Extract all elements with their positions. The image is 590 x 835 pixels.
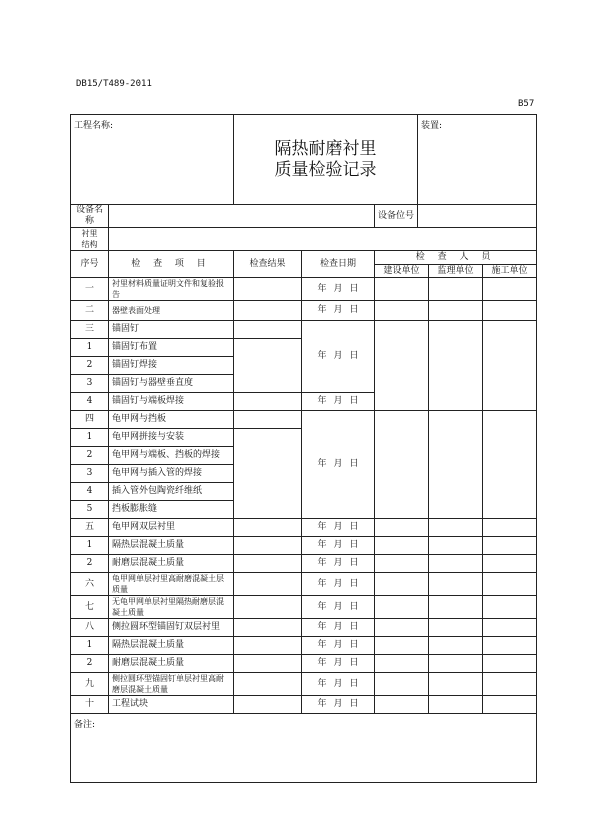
- date-day-label: 日: [349, 351, 359, 361]
- row-number: 九: [71, 673, 109, 696]
- supervisor-signature-field[interactable]: [429, 655, 483, 673]
- row-number: 六: [71, 573, 109, 596]
- builder-signature-field[interactable]: [375, 655, 429, 673]
- date-year-label: 年: [317, 305, 327, 315]
- table-row: [71, 596, 537, 619]
- row-item: 插入管外包陶瓷纤维纸: [109, 483, 234, 501]
- row-number: 五: [71, 519, 109, 537]
- row-item: 锚固钉与器壁垂直度: [109, 375, 234, 393]
- date-year-label: 年: [317, 658, 327, 668]
- contractor-signature-field[interactable]: [483, 278, 537, 301]
- header-date: 检查日期: [302, 251, 375, 278]
- date-year-label: 年: [317, 678, 327, 689]
- form-title-line-1: 隔热耐磨衬里: [274, 138, 377, 159]
- date-month-label: 月: [333, 578, 343, 589]
- builder-signature-field[interactable]: [375, 673, 429, 696]
- date-field[interactable]: [302, 655, 375, 673]
- header-item: 检 查 项 目: [109, 251, 234, 278]
- table-row: [71, 278, 537, 301]
- remarks-label: 备注:: [74, 720, 96, 730]
- date-field[interactable]: [302, 278, 375, 301]
- builder-signature-field[interactable]: [375, 637, 429, 655]
- row-number: 4: [71, 393, 109, 411]
- supervisor-signature-field[interactable]: [429, 321, 483, 411]
- row-item: 龟甲网与插入管的焊接: [109, 465, 234, 483]
- date-year-label: 年: [317, 622, 327, 632]
- contractor-signature-field[interactable]: [483, 619, 537, 637]
- row-number: 3: [71, 375, 109, 393]
- builder-signature-field[interactable]: [375, 573, 429, 596]
- row-number: 四: [71, 411, 109, 429]
- row-item: 锚固钉焊接: [109, 357, 234, 375]
- row-item: 龟甲网与挡板: [109, 411, 234, 429]
- row-item: 龟甲网与端板、挡板的焊接: [109, 447, 234, 465]
- row-item: 衬里材料质量证明文件和复验报告: [109, 278, 234, 301]
- row-number: 八: [71, 619, 109, 637]
- table-row: [71, 411, 537, 429]
- row-number: 三: [71, 321, 109, 339]
- row-item: 锚固钉布置: [109, 339, 234, 357]
- row-number: 一: [71, 278, 109, 301]
- row-number: 1: [71, 339, 109, 357]
- date-day-label: 日: [349, 699, 359, 709]
- date-day-label: 日: [349, 658, 359, 668]
- supervisor-signature-field[interactable]: [429, 596, 483, 619]
- date-day-label: 日: [349, 678, 359, 689]
- row-item: 隔热层混凝土质量: [109, 537, 234, 555]
- row-item: 无龟甲网单层衬里隔热耐磨层混凝土质量: [109, 596, 234, 619]
- result-field[interactable]: [234, 573, 302, 596]
- contractor-signature-field[interactable]: [483, 573, 537, 596]
- date-year-label: 年: [317, 351, 327, 361]
- date-month-label: 月: [333, 540, 343, 550]
- result-field[interactable]: [234, 321, 302, 339]
- supervisor-signature-field[interactable]: [429, 301, 483, 321]
- project-name-label: 工程名称:: [74, 121, 114, 131]
- date-field[interactable]: [302, 555, 375, 573]
- result-field[interactable]: [234, 393, 302, 411]
- remarks-cell[interactable]: [71, 714, 537, 783]
- project-name-cell[interactable]: [71, 115, 234, 205]
- result-field[interactable]: [234, 278, 302, 301]
- table-row: [71, 573, 537, 596]
- contractor-signature-field[interactable]: [483, 537, 537, 555]
- row-item: 龟甲网单层衬里高耐磨混凝土层质量: [109, 573, 234, 596]
- date-day-label: 日: [349, 640, 359, 650]
- result-field[interactable]: [234, 596, 302, 619]
- row-number: 5: [71, 501, 109, 519]
- table-row: [71, 301, 537, 321]
- date-month-label: 月: [333, 459, 343, 469]
- equipment-number-label: 设备位号: [375, 205, 418, 228]
- header-builder: 建设单位: [375, 265, 429, 278]
- form-title-cell: [234, 115, 418, 205]
- row-item: 锚固钉: [109, 321, 234, 339]
- row-number: 1: [71, 537, 109, 555]
- result-field[interactable]: [234, 339, 302, 393]
- builder-signature-field[interactable]: [375, 619, 429, 637]
- builder-signature-field[interactable]: [375, 596, 429, 619]
- result-field[interactable]: [234, 555, 302, 573]
- header-inspectors: 检 查 人 员: [375, 251, 537, 265]
- result-field[interactable]: [234, 537, 302, 555]
- table-row: [71, 537, 537, 555]
- form-code: B57: [518, 99, 535, 109]
- equipment-number-field[interactable]: [418, 205, 537, 228]
- contractor-signature-field[interactable]: [483, 696, 537, 714]
- supervisor-signature-field[interactable]: [429, 537, 483, 555]
- table-row: [71, 655, 537, 673]
- row-number: 2: [71, 447, 109, 465]
- date-day-label: 日: [349, 305, 359, 315]
- builder-signature-field[interactable]: [375, 321, 429, 411]
- date-year-label: 年: [317, 601, 327, 612]
- contractor-signature-field[interactable]: [483, 321, 537, 411]
- supervisor-signature-field[interactable]: [429, 673, 483, 696]
- date-month-label: 月: [333, 658, 343, 668]
- date-month-label: 月: [333, 305, 343, 315]
- header-seq: 序号: [71, 251, 109, 278]
- standard-code: DB15/T489-2011: [76, 79, 152, 89]
- result-field[interactable]: [234, 696, 302, 714]
- table-row: [71, 519, 537, 537]
- row-number: 2: [71, 555, 109, 573]
- date-month-label: 月: [333, 678, 343, 689]
- inspection-form: [70, 114, 537, 783]
- date-day-label: 日: [349, 622, 359, 632]
- table-row: [71, 637, 537, 655]
- unit-label: 装置:: [421, 121, 443, 131]
- header-contractor: 施工单位: [483, 265, 537, 278]
- date-day-label: 日: [349, 522, 359, 532]
- result-field[interactable]: [234, 619, 302, 637]
- date-field[interactable]: [302, 637, 375, 655]
- row-item: 侧拉圆环型锚固钉双层衬里: [109, 619, 234, 637]
- date-year-label: 年: [317, 699, 327, 709]
- supervisor-signature-field[interactable]: [429, 573, 483, 596]
- supervisor-signature-field[interactable]: [429, 278, 483, 301]
- header-result: 检查结果: [234, 251, 302, 278]
- date-field[interactable]: [302, 596, 375, 619]
- result-field[interactable]: [234, 519, 302, 537]
- row-item: 耐磨层混凝土质量: [109, 655, 234, 673]
- row-number: 2: [71, 655, 109, 673]
- result-field[interactable]: [234, 655, 302, 673]
- header-supervisor: 监理单位: [429, 265, 483, 278]
- date-day-label: 日: [349, 396, 359, 406]
- row-number: 七: [71, 596, 109, 619]
- row-item: 侧拉圆环型锚固钉单层衬里高耐磨层混凝土质量: [109, 673, 234, 696]
- date-month-label: 月: [333, 558, 343, 568]
- row-number: 十: [71, 696, 109, 714]
- result-field[interactable]: [234, 637, 302, 655]
- supervisor-signature-field[interactable]: [429, 637, 483, 655]
- date-field[interactable]: [302, 537, 375, 555]
- row-item: 隔热层混凝土质量: [109, 637, 234, 655]
- builder-signature-field[interactable]: [375, 411, 429, 519]
- row-number: 1: [71, 429, 109, 447]
- unit-cell[interactable]: [418, 115, 537, 205]
- row-item: 挡板膨胀缝: [109, 501, 234, 519]
- result-field[interactable]: [234, 673, 302, 696]
- contractor-signature-field[interactable]: [483, 519, 537, 537]
- contractor-signature-field[interactable]: [483, 655, 537, 673]
- date-day-label: 日: [349, 459, 359, 469]
- date-field[interactable]: [302, 573, 375, 596]
- contractor-signature-field[interactable]: [483, 637, 537, 655]
- row-item: 龟甲网拼接与安装: [109, 429, 234, 447]
- date-year-label: 年: [317, 578, 327, 589]
- date-day-label: 日: [349, 558, 359, 568]
- date-month-label: 月: [333, 622, 343, 632]
- equipment-name-label: 设备名称: [71, 205, 109, 228]
- form-title-line-2: 质量检验记录: [274, 159, 377, 180]
- lining-structure-field[interactable]: [109, 228, 537, 251]
- builder-signature-field[interactable]: [375, 278, 429, 301]
- date-month-label: 月: [333, 699, 343, 709]
- date-field[interactable]: [302, 393, 375, 411]
- table-row: [71, 555, 537, 573]
- supervisor-signature-field[interactable]: [429, 411, 483, 519]
- date-field[interactable]: [302, 696, 375, 714]
- date-year-label: 年: [317, 283, 327, 294]
- result-field[interactable]: [234, 411, 302, 429]
- contractor-signature-field[interactable]: [483, 596, 537, 619]
- supervisor-signature-field[interactable]: [429, 555, 483, 573]
- table-row: [71, 673, 537, 696]
- date-month-label: 月: [333, 601, 343, 612]
- date-year-label: 年: [317, 540, 327, 550]
- contractor-signature-field[interactable]: [483, 555, 537, 573]
- date-month-label: 月: [333, 396, 343, 406]
- date-month-label: 月: [333, 640, 343, 650]
- supervisor-signature-field[interactable]: [429, 519, 483, 537]
- row-number: 3: [71, 465, 109, 483]
- date-day-label: 日: [349, 601, 359, 612]
- row-item: 器壁表面处理: [109, 301, 234, 321]
- date-field[interactable]: [302, 619, 375, 637]
- date-field[interactable]: [302, 519, 375, 537]
- date-day-label: 日: [349, 283, 359, 294]
- row-number: 二: [71, 301, 109, 321]
- contractor-signature-field[interactable]: [483, 411, 537, 519]
- date-field[interactable]: [302, 673, 375, 696]
- result-field[interactable]: [234, 429, 302, 519]
- date-field[interactable]: [302, 321, 375, 393]
- builder-signature-field[interactable]: [375, 696, 429, 714]
- contractor-signature-field[interactable]: [483, 673, 537, 696]
- date-year-label: 年: [317, 459, 327, 469]
- date-year-label: 年: [317, 522, 327, 532]
- table-row: [71, 619, 537, 637]
- date-month-label: 月: [333, 351, 343, 361]
- supervisor-signature-field[interactable]: [429, 619, 483, 637]
- date-year-label: 年: [317, 640, 327, 650]
- row-item: 龟甲网双层衬里: [109, 519, 234, 537]
- date-year-label: 年: [317, 558, 327, 568]
- date-day-label: 日: [349, 578, 359, 589]
- date-day-label: 日: [349, 540, 359, 550]
- builder-signature-field[interactable]: [375, 537, 429, 555]
- builder-signature-field[interactable]: [375, 519, 429, 537]
- table-row: [71, 321, 537, 339]
- supervisor-signature-field[interactable]: [429, 696, 483, 714]
- row-number: 1: [71, 637, 109, 655]
- builder-signature-field[interactable]: [375, 555, 429, 573]
- contractor-signature-field[interactable]: [483, 301, 537, 321]
- result-field[interactable]: [234, 301, 302, 321]
- builder-signature-field[interactable]: [375, 301, 429, 321]
- date-month-label: 月: [333, 283, 343, 294]
- row-number: 2: [71, 357, 109, 375]
- date-field[interactable]: [302, 301, 375, 321]
- row-item: 工程试块: [109, 696, 234, 714]
- date-month-label: 月: [333, 522, 343, 532]
- lining-structure-label: 衬里 结构: [71, 228, 109, 251]
- date-field[interactable]: [302, 411, 375, 519]
- table-row: [71, 696, 537, 714]
- date-year-label: 年: [317, 396, 327, 406]
- row-item: 耐磨层混凝土质量: [109, 555, 234, 573]
- row-number: 4: [71, 483, 109, 501]
- equipment-name-field[interactable]: [109, 205, 375, 228]
- row-item: 锚固钉与端板焊接: [109, 393, 234, 411]
